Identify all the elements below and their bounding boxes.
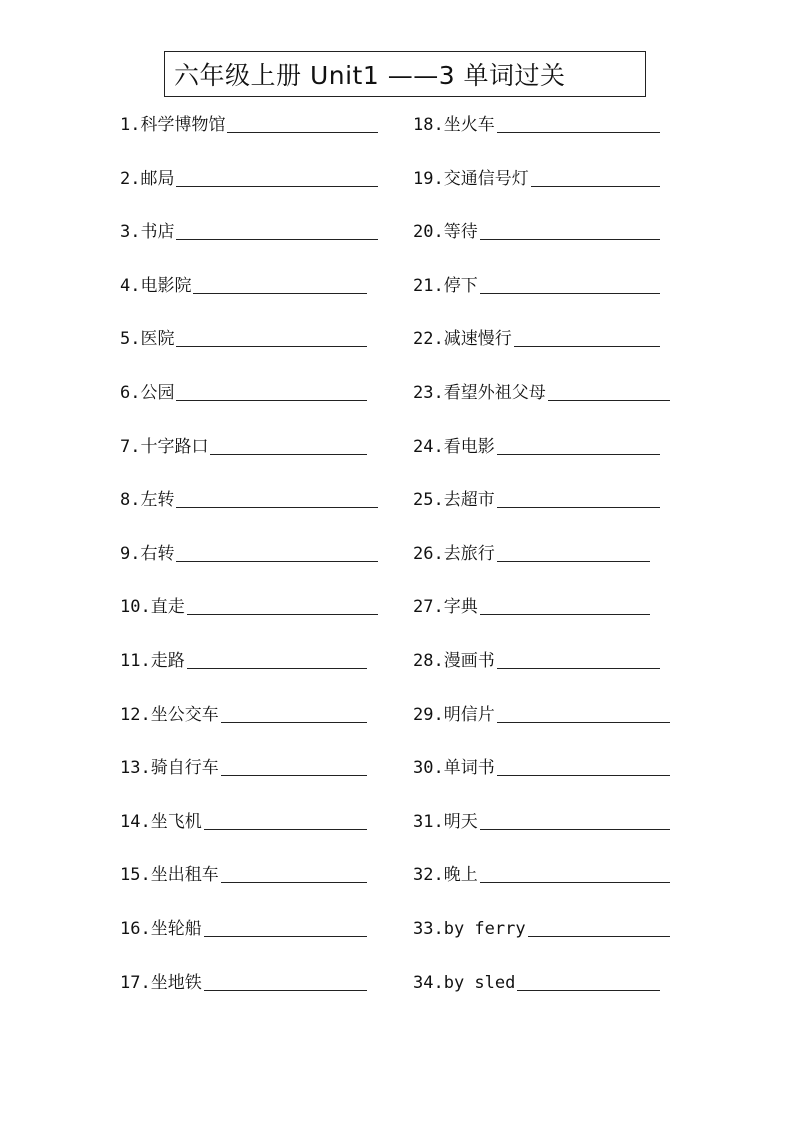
vocab-item [120,107,378,135]
answer-blank[interactable] [480,596,650,615]
answer-blank[interactable] [176,543,378,562]
answer-blank[interactable] [480,811,670,830]
answer-blank[interactable] [176,489,378,508]
answer-blank[interactable] [497,650,660,669]
answer-blank[interactable] [221,864,367,883]
answer-blank[interactable] [204,972,367,991]
vocab-prompt: 33.by ferry [413,919,526,939]
vocab-prompt: 11.走路 [120,651,185,671]
vocab-prompt: 32.晚上 [413,865,478,886]
vocab-item [120,589,378,617]
vocab-prompt: 12.坐公交车 [120,704,219,725]
answer-blank[interactable] [176,328,367,347]
answer-blank[interactable] [187,596,378,615]
vocab-item [413,268,660,296]
vocab-item [120,750,367,778]
vocab-prompt: 24.看电影 [413,436,495,457]
vocab-item [120,965,367,993]
vocab-prompt: 2.邮局 [120,168,175,189]
vocab-item [413,536,650,564]
vocab-prompt: 28.漫画书 [413,651,495,671]
vocab-item [120,857,367,885]
answer-blank[interactable] [176,221,378,240]
vocab-item [413,965,660,993]
answer-blank[interactable] [193,275,367,294]
vocab-prompt: 22.减速慢行 [413,329,512,350]
vocab-prompt: 1.科学博物馆 [120,115,226,135]
vocab-item [120,536,378,564]
answer-blank[interactable] [176,168,378,187]
answer-blank[interactable] [514,328,660,347]
vocab-item [413,643,660,671]
vocab-item [413,107,660,135]
vocab-prompt: 29.明信片 [413,704,495,725]
vocab-item [413,161,660,189]
answer-blank[interactable] [480,275,660,294]
answer-blank[interactable] [480,221,660,240]
vocab-prompt: 9.右转 [120,543,175,564]
vocab-prompt: 30.单词书 [413,758,495,779]
vocab-prompt: 21.停下 [413,275,478,296]
vocab-item [413,750,670,778]
vocab-item [120,643,367,671]
vocab-item [413,482,660,510]
vocab-prompt: 34.by sled [413,972,516,993]
vocab-item [413,214,660,242]
vocab-prompt: 5.医院 [120,329,175,350]
vocab-prompt: 25.去超市 [413,490,495,511]
answer-blank[interactable] [480,864,670,883]
answer-blank[interactable] [517,972,660,991]
answer-blank[interactable] [528,918,670,937]
vocab-prompt: 10.直走 [120,597,185,618]
vocab-item [413,857,670,885]
vocab-prompt: 4.电影院 [120,275,192,296]
answer-blank[interactable] [497,757,670,776]
vocab-item [413,804,670,832]
vocab-item [120,321,367,349]
title-box [164,51,646,97]
vocab-prompt: 31.明天 [413,811,478,832]
vocab-prompt: 20.等待 [413,222,478,243]
vocab-item [120,697,367,725]
answer-blank[interactable] [204,918,367,937]
answer-blank[interactable] [221,757,367,776]
vocab-prompt: 27.字典 [413,597,478,618]
vocab-item [120,911,367,939]
vocab-item [120,429,367,457]
vocab-prompt: 7.十字路口 [120,436,209,457]
vocab-item [120,375,367,403]
vocab-prompt: 15.坐出租车 [120,865,219,886]
vocab-prompt: 23.看望外祖父母 [413,383,546,403]
answer-blank[interactable] [531,168,660,187]
vocab-prompt: 17.坐地铁 [120,972,202,993]
page-title: 六年级上册 Unit1 ——3 单词过关 [174,61,566,90]
vocab-item [413,589,650,617]
answer-blank[interactable] [227,114,378,133]
answer-blank[interactable] [176,382,367,401]
vocab-item [120,214,378,242]
answer-blank[interactable] [221,704,367,723]
vocab-item [120,161,378,189]
vocab-prompt: 19.交通信号灯 [413,168,529,189]
vocab-prompt: 8.左转 [120,490,175,511]
vocab-prompt: 3.书店 [120,222,175,243]
vocab-prompt: 13.骑自行车 [120,758,219,779]
answer-blank[interactable] [210,436,367,455]
vocab-item [120,804,367,832]
answer-blank[interactable] [204,811,367,830]
answer-blank[interactable] [497,436,660,455]
answer-blank[interactable] [497,489,660,508]
vocab-item [413,911,670,939]
answer-blank[interactable] [497,543,650,562]
answer-blank[interactable] [497,114,660,133]
vocab-item [413,321,660,349]
vocab-item [413,697,670,725]
vocab-item [413,429,660,457]
vocab-prompt: 26.去旅行 [413,543,495,564]
vocab-prompt: 18.坐火车 [413,115,495,135]
vocab-item [120,268,367,296]
vocab-item [413,375,670,403]
vocab-prompt: 14.坐飞机 [120,811,202,832]
vocab-prompt: 6.公园 [120,383,175,403]
vocab-item [120,482,378,510]
answer-blank[interactable] [497,704,670,723]
vocab-prompt: 16.坐轮船 [120,919,202,939]
answer-blank[interactable] [187,650,367,669]
answer-blank[interactable] [548,382,670,401]
